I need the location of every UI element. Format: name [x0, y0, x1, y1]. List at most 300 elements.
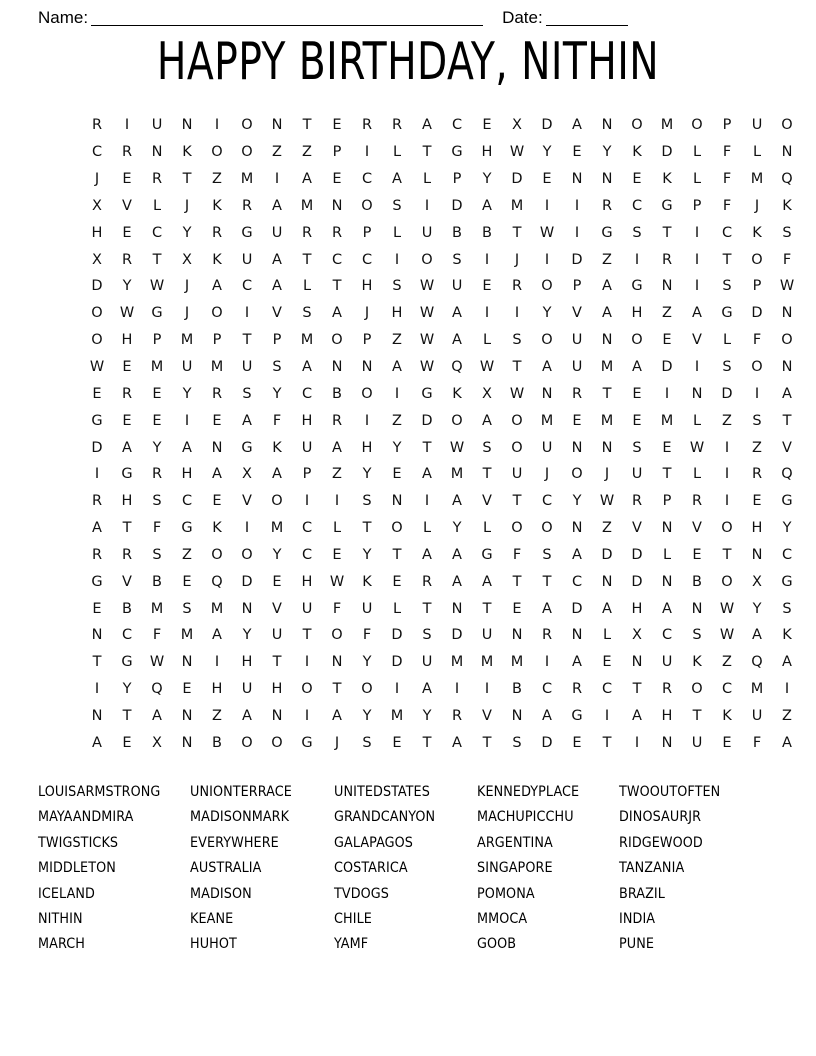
grid-cell[interactable]: W — [479, 359, 495, 376]
grid-cell[interactable]: O — [571, 466, 583, 483]
grid-cell[interactable]: I — [364, 412, 370, 429]
grid-cell[interactable]: J — [184, 197, 190, 214]
grid-cell[interactable]: E — [602, 654, 612, 671]
grid-cell[interactable]: U — [301, 439, 313, 456]
grid-cell[interactable]: Y — [542, 305, 552, 322]
grid-cell[interactable]: T — [512, 573, 522, 590]
grid-cell[interactable]: L — [152, 197, 162, 214]
grid-cell[interactable]: E — [272, 573, 282, 590]
grid-cell[interactable]: P — [272, 332, 282, 349]
grid-cell[interactable]: C — [721, 224, 733, 241]
grid-cell[interactable]: T — [362, 520, 372, 537]
grid-cell[interactable]: A — [182, 439, 192, 456]
grid-cell[interactable]: K — [782, 197, 792, 214]
grid-cell[interactable]: P — [722, 117, 732, 134]
word-list-item[interactable]: GOOB — [477, 936, 517, 953]
grid-cell[interactable]: H — [361, 278, 373, 295]
word-list-item[interactable]: MADISONMARK — [190, 809, 290, 826]
grid-cell[interactable]: D — [541, 734, 553, 751]
grid-cell[interactable]: R — [631, 493, 643, 510]
grid-cell[interactable]: I — [544, 197, 550, 214]
grid-cell[interactable]: T — [512, 493, 522, 510]
grid-cell[interactable]: U — [571, 359, 583, 376]
grid-cell[interactable]: A — [272, 466, 282, 483]
grid-cell[interactable]: E — [392, 734, 402, 751]
grid-cell[interactable]: W — [779, 278, 795, 295]
grid-cell[interactable]: H — [481, 144, 493, 161]
grid-cell[interactable]: T — [122, 520, 132, 537]
grid-cell[interactable]: I — [694, 278, 700, 295]
grid-cell[interactable]: X — [482, 385, 492, 402]
grid-cell[interactable]: T — [692, 707, 702, 724]
grid-cell[interactable]: E — [212, 412, 222, 429]
grid-cell[interactable]: O — [271, 734, 283, 751]
grid-cell[interactable]: V — [482, 707, 492, 724]
grid-cell[interactable]: I — [244, 305, 250, 322]
grid-cell[interactable]: D — [541, 117, 553, 134]
grid-cell[interactable]: W — [509, 144, 525, 161]
grid-cell[interactable]: R — [91, 117, 103, 134]
grid-cell[interactable]: R — [451, 707, 463, 724]
grid-cell[interactable]: P — [362, 332, 372, 349]
grid-cell[interactable]: P — [212, 332, 222, 349]
grid-cell[interactable]: T — [512, 359, 522, 376]
grid-cell[interactable]: R — [151, 171, 163, 188]
grid-cell[interactable]: N — [511, 627, 523, 644]
grid-cell[interactable]: I — [244, 520, 250, 537]
grid-cell[interactable]: J — [184, 305, 190, 322]
grid-cell[interactable]: Z — [392, 412, 402, 429]
grid-cell[interactable]: R — [511, 278, 523, 295]
grid-cell[interactable]: L — [692, 144, 702, 161]
grid-cell[interactable]: Y — [272, 546, 282, 563]
grid-cell[interactable]: A — [482, 197, 492, 214]
grid-cell[interactable]: O — [541, 278, 553, 295]
grid-cell[interactable]: Z — [602, 520, 612, 537]
grid-cell[interactable]: Y — [572, 493, 582, 510]
grid-cell[interactable]: N — [601, 573, 613, 590]
grid-cell[interactable]: T — [512, 224, 522, 241]
grid-cell[interactable]: C — [541, 681, 553, 698]
grid-cell[interactable]: R — [691, 493, 703, 510]
grid-cell[interactable]: W — [329, 573, 345, 590]
grid-cell[interactable]: I — [214, 654, 220, 671]
grid-cell[interactable]: Y — [362, 466, 372, 483]
grid-cell[interactable]: N — [571, 171, 583, 188]
grid-cell[interactable]: U — [361, 600, 373, 617]
grid-cell[interactable]: F — [722, 144, 732, 161]
grid-cell[interactable]: S — [512, 332, 522, 349]
grid-cell[interactable]: M — [540, 412, 554, 429]
grid-cell[interactable]: R — [751, 466, 763, 483]
grid-cell[interactable]: E — [122, 734, 132, 751]
grid-cell[interactable]: W — [149, 654, 165, 671]
grid-cell[interactable]: C — [361, 171, 373, 188]
grid-cell[interactable]: J — [364, 305, 370, 322]
grid-cell[interactable]: U — [421, 224, 433, 241]
grid-cell[interactable]: U — [241, 251, 253, 268]
grid-cell[interactable]: C — [451, 117, 463, 134]
grid-cell[interactable]: L — [392, 600, 402, 617]
grid-cell[interactable]: E — [722, 734, 732, 751]
grid-cell[interactable]: U — [241, 359, 253, 376]
grid-cell[interactable]: R — [211, 224, 223, 241]
grid-cell[interactable]: D — [751, 305, 763, 322]
grid-cell[interactable]: N — [331, 197, 343, 214]
grid-cell[interactable]: E — [122, 359, 132, 376]
grid-cell[interactable]: O — [751, 251, 763, 268]
grid-cell[interactable]: E — [572, 734, 582, 751]
grid-cell[interactable]: I — [634, 251, 640, 268]
grid-cell[interactable]: H — [751, 520, 763, 537]
grid-cell[interactable]: U — [631, 466, 643, 483]
grid-cell[interactable]: R — [151, 466, 163, 483]
grid-cell[interactable]: I — [544, 251, 550, 268]
grid-cell[interactable]: D — [631, 546, 643, 563]
grid-cell[interactable]: T — [722, 546, 732, 563]
grid-cell[interactable]: U — [511, 466, 523, 483]
grid-cell[interactable]: K — [272, 439, 282, 456]
grid-cell[interactable]: G — [781, 493, 793, 510]
grid-cell[interactable]: O — [511, 439, 523, 456]
grid-cell[interactable]: Z — [392, 332, 402, 349]
grid-cell[interactable]: T — [722, 251, 732, 268]
grid-cell[interactable]: W — [509, 385, 525, 402]
word-list-item[interactable]: BRAZIL — [619, 885, 665, 902]
grid-cell[interactable]: W — [419, 305, 435, 322]
grid-cell[interactable]: L — [752, 144, 762, 161]
grid-cell[interactable]: Q — [781, 171, 793, 188]
grid-cell[interactable]: A — [602, 600, 612, 617]
grid-cell[interactable]: A — [212, 278, 222, 295]
grid-cell[interactable]: H — [361, 439, 373, 456]
grid-cell[interactable]: M — [180, 332, 194, 349]
grid-cell[interactable]: I — [574, 197, 580, 214]
grid-cell[interactable]: M — [390, 707, 404, 724]
grid-cell[interactable]: O — [451, 412, 463, 429]
grid-cell[interactable]: D — [391, 654, 403, 671]
grid-cell[interactable]: D — [721, 385, 733, 402]
grid-cell[interactable]: F — [752, 332, 762, 349]
grid-cell[interactable]: I — [394, 251, 400, 268]
grid-cell[interactable]: S — [362, 493, 372, 510]
grid-cell[interactable]: G — [781, 573, 793, 590]
grid-cell[interactable]: D — [511, 171, 523, 188]
grid-cell[interactable]: E — [332, 171, 342, 188]
date-blank-line[interactable] — [546, 11, 628, 26]
grid-cell[interactable]: O — [541, 332, 553, 349]
grid-cell[interactable]: B — [332, 385, 342, 402]
grid-cell[interactable]: T — [332, 278, 342, 295]
grid-cell[interactable]: R — [211, 385, 223, 402]
grid-cell[interactable]: O — [361, 197, 373, 214]
grid-cell[interactable]: R — [361, 117, 373, 134]
grid-cell[interactable]: Z — [212, 707, 222, 724]
word-list-item[interactable]: CHILE — [334, 910, 372, 927]
word-list-item[interactable]: MADISON — [190, 885, 252, 902]
grid-cell[interactable]: P — [452, 171, 462, 188]
grid-cell[interactable]: K — [212, 520, 222, 537]
grid-cell[interactable]: B — [692, 573, 702, 590]
grid-cell[interactable]: N — [781, 305, 793, 322]
grid-cell[interactable]: Y — [182, 385, 192, 402]
grid-cell[interactable]: Z — [332, 466, 342, 483]
grid-cell[interactable]: U — [541, 439, 553, 456]
grid-cell[interactable]: L — [692, 171, 702, 188]
grid-cell[interactable]: I — [364, 144, 370, 161]
grid-cell[interactable]: A — [782, 385, 792, 402]
grid-cell[interactable]: F — [722, 171, 732, 188]
grid-cell[interactable]: K — [632, 144, 642, 161]
grid-cell[interactable]: N — [361, 359, 373, 376]
grid-cell[interactable]: S — [182, 600, 192, 617]
grid-cell[interactable]: B — [512, 681, 522, 698]
grid-cell[interactable]: N — [571, 439, 583, 456]
grid-cell[interactable]: L — [422, 520, 432, 537]
grid-cell[interactable]: Z — [272, 144, 282, 161]
grid-cell[interactable]: A — [542, 707, 552, 724]
grid-cell[interactable]: V — [632, 520, 642, 537]
grid-cell[interactable]: S — [752, 412, 762, 429]
grid-cell[interactable]: U — [751, 117, 763, 134]
grid-cell[interactable]: R — [601, 197, 613, 214]
grid-cell[interactable]: D — [661, 144, 673, 161]
grid-cell[interactable]: R — [121, 546, 133, 563]
grid-cell[interactable]: H — [181, 466, 193, 483]
grid-cell[interactable]: A — [452, 332, 462, 349]
grid-cell[interactable]: A — [92, 734, 102, 751]
grid-cell[interactable]: L — [392, 144, 402, 161]
grid-cell[interactable]: D — [91, 278, 103, 295]
word-list-item[interactable]: GRANDCANYON — [334, 809, 436, 826]
grid-cell[interactable]: A — [632, 359, 642, 376]
grid-cell[interactable]: T — [422, 600, 432, 617]
grid-cell[interactable]: K — [362, 573, 372, 590]
grid-cell[interactable]: T — [152, 251, 162, 268]
grid-cell[interactable]: Z — [722, 412, 732, 429]
grid-cell[interactable]: H — [301, 573, 313, 590]
grid-cell[interactable]: Z — [722, 654, 732, 671]
grid-cell[interactable]: W — [719, 600, 735, 617]
grid-cell[interactable]: A — [752, 627, 762, 644]
grid-cell[interactable]: N — [541, 385, 553, 402]
name-blank-line[interactable] — [91, 11, 483, 26]
grid-cell[interactable]: D — [451, 197, 463, 214]
grid-cell[interactable]: H — [241, 654, 253, 671]
grid-cell[interactable]: M — [660, 117, 674, 134]
grid-cell[interactable]: Z — [182, 546, 192, 563]
grid-cell[interactable]: M — [150, 359, 164, 376]
grid-cell[interactable]: K — [452, 385, 462, 402]
grid-cell[interactable]: T — [122, 707, 132, 724]
grid-cell[interactable]: T — [422, 144, 432, 161]
grid-cell[interactable]: W — [539, 224, 555, 241]
grid-cell[interactable]: R — [121, 385, 133, 402]
grid-cell[interactable]: O — [241, 144, 253, 161]
grid-cell[interactable]: I — [184, 412, 190, 429]
grid-cell[interactable]: L — [662, 546, 672, 563]
word-list-item[interactable]: INDIA — [619, 910, 656, 927]
grid-cell[interactable]: B — [452, 224, 462, 241]
grid-cell[interactable]: A — [272, 251, 282, 268]
grid-cell[interactable]: A — [422, 117, 432, 134]
grid-cell[interactable]: K — [662, 171, 672, 188]
grid-cell[interactable]: O — [301, 681, 313, 698]
grid-cell[interactable]: U — [571, 332, 583, 349]
grid-cell[interactable]: A — [782, 734, 792, 751]
grid-cell[interactable]: O — [211, 546, 223, 563]
grid-cell[interactable]: S — [632, 224, 642, 241]
grid-cell[interactable]: R — [661, 681, 673, 698]
grid-cell[interactable]: Z — [212, 171, 222, 188]
grid-cell[interactable]: A — [392, 359, 402, 376]
grid-cell[interactable]: A — [632, 707, 642, 724]
grid-cell[interactable]: R — [571, 385, 583, 402]
grid-cell[interactable]: F — [332, 600, 342, 617]
grid-cell[interactable]: Q — [151, 681, 163, 698]
grid-cell[interactable]: R — [331, 224, 343, 241]
grid-cell[interactable]: N — [661, 734, 673, 751]
grid-cell[interactable]: G — [451, 144, 463, 161]
grid-cell[interactable]: O — [751, 359, 763, 376]
grid-cell[interactable]: T — [422, 734, 432, 751]
grid-cell[interactable]: C — [301, 385, 313, 402]
grid-cell[interactable]: V — [122, 197, 132, 214]
grid-cell[interactable]: D — [421, 412, 433, 429]
grid-cell[interactable]: N — [571, 520, 583, 537]
grid-cell[interactable]: N — [601, 171, 613, 188]
grid-cell[interactable]: E — [392, 466, 402, 483]
word-list-item[interactable]: GALAPAGOS — [334, 834, 413, 851]
word-list-item[interactable]: SINGAPORE — [477, 860, 553, 877]
grid-cell[interactable]: G — [91, 412, 103, 429]
grid-cell[interactable]: C — [301, 546, 313, 563]
grid-cell[interactable]: T — [302, 251, 312, 268]
grid-cell[interactable]: C — [301, 520, 313, 537]
grid-cell[interactable]: V — [782, 439, 792, 456]
grid-cell[interactable]: S — [782, 224, 792, 241]
grid-cell[interactable]: N — [661, 278, 673, 295]
grid-cell[interactable]: G — [301, 734, 313, 751]
grid-cell[interactable]: Y — [362, 707, 372, 724]
grid-cell[interactable]: A — [452, 305, 462, 322]
grid-cell[interactable]: N — [271, 117, 283, 134]
word-list-item[interactable]: KEANE — [190, 910, 234, 927]
grid-cell[interactable]: S — [782, 600, 792, 617]
grid-cell[interactable]: H — [631, 600, 643, 617]
grid-cell[interactable]: N — [751, 546, 763, 563]
grid-cell[interactable]: O — [211, 305, 223, 322]
grid-cell[interactable]: N — [331, 654, 343, 671]
grid-cell[interactable]: N — [451, 600, 463, 617]
grid-cell[interactable]: E — [152, 385, 162, 402]
word-list-item[interactable]: KENNEDYPLACE — [477, 784, 580, 800]
grid-cell[interactable]: W — [149, 278, 165, 295]
grid-cell[interactable]: Y — [122, 681, 132, 698]
grid-cell[interactable]: S — [392, 197, 402, 214]
grid-cell[interactable]: P — [302, 466, 312, 483]
grid-cell[interactable]: J — [184, 278, 190, 295]
grid-cell[interactable]: G — [121, 466, 133, 483]
grid-cell[interactable]: A — [452, 573, 462, 590]
grid-cell[interactable]: J — [604, 466, 610, 483]
grid-cell[interactable]: T — [602, 385, 612, 402]
grid-cell[interactable]: I — [694, 359, 700, 376]
word-list-item[interactable]: TWIGSTICKS — [38, 834, 119, 851]
grid-cell[interactable]: G — [241, 224, 253, 241]
grid-cell[interactable]: C — [631, 197, 643, 214]
grid-cell[interactable]: M — [210, 359, 224, 376]
grid-cell[interactable]: A — [602, 305, 612, 322]
grid-cell[interactable]: E — [632, 385, 642, 402]
grid-cell[interactable]: Q — [451, 359, 463, 376]
word-list-item[interactable]: UNIONTERRACE — [190, 784, 292, 800]
grid-cell[interactable]: E — [182, 573, 192, 590]
grid-cell[interactable]: M — [450, 466, 464, 483]
grid-cell[interactable]: I — [454, 681, 460, 698]
grid-cell[interactable]: E — [392, 573, 402, 590]
grid-cell[interactable]: I — [754, 385, 760, 402]
grid-cell[interactable]: O — [241, 546, 253, 563]
grid-cell[interactable]: R — [121, 144, 133, 161]
grid-cell[interactable]: R — [301, 224, 313, 241]
grid-cell[interactable]: O — [721, 573, 733, 590]
grid-cell[interactable]: F — [782, 251, 792, 268]
grid-cell[interactable]: N — [181, 707, 193, 724]
grid-cell[interactable]: C — [541, 493, 553, 510]
grid-cell[interactable]: G — [721, 305, 733, 322]
grid-cell[interactable]: I — [634, 734, 640, 751]
grid-cell[interactable]: G — [91, 573, 103, 590]
grid-cell[interactable]: B — [482, 224, 492, 241]
grid-cell[interactable]: Q — [751, 654, 763, 671]
grid-cell[interactable]: N — [511, 707, 523, 724]
grid-cell[interactable]: Y — [542, 144, 552, 161]
grid-cell[interactable]: I — [724, 493, 730, 510]
grid-cell[interactable]: E — [662, 439, 672, 456]
grid-cell[interactable]: F — [752, 734, 762, 751]
grid-cell[interactable]: M — [750, 681, 764, 698]
grid-cell[interactable]: V — [122, 573, 132, 590]
grid-cell[interactable]: W — [449, 439, 465, 456]
grid-cell[interactable]: C — [661, 627, 673, 644]
grid-cell[interactable]: X — [242, 466, 252, 483]
grid-cell[interactable]: A — [572, 546, 582, 563]
grid-cell[interactable]: W — [419, 359, 435, 376]
grid-cell[interactable]: M — [270, 520, 284, 537]
grid-cell[interactable]: Y — [422, 707, 432, 724]
grid-cell[interactable]: S — [152, 493, 162, 510]
grid-cell[interactable]: O — [631, 117, 643, 134]
grid-cell[interactable]: X — [92, 251, 102, 268]
grid-cell[interactable]: T — [662, 224, 672, 241]
grid-cell[interactable]: E — [692, 546, 702, 563]
grid-cell[interactable]: C — [151, 224, 163, 241]
grid-cell[interactable]: A — [482, 412, 492, 429]
grid-cell[interactable]: H — [211, 681, 223, 698]
grid-cell[interactable]: M — [510, 197, 524, 214]
grid-cell[interactable]: S — [542, 546, 552, 563]
word-list-item[interactable]: POMONA — [477, 885, 535, 902]
grid-cell[interactable]: E — [332, 546, 342, 563]
grid-cell[interactable]: E — [542, 171, 552, 188]
grid-cell[interactable]: W — [689, 439, 705, 456]
word-list-item[interactable]: MIDDLETON — [38, 860, 116, 877]
grid-cell[interactable]: O — [361, 681, 373, 698]
grid-cell[interactable]: I — [484, 251, 490, 268]
grid-cell[interactable]: O — [91, 305, 103, 322]
grid-cell[interactable]: N — [661, 573, 673, 590]
